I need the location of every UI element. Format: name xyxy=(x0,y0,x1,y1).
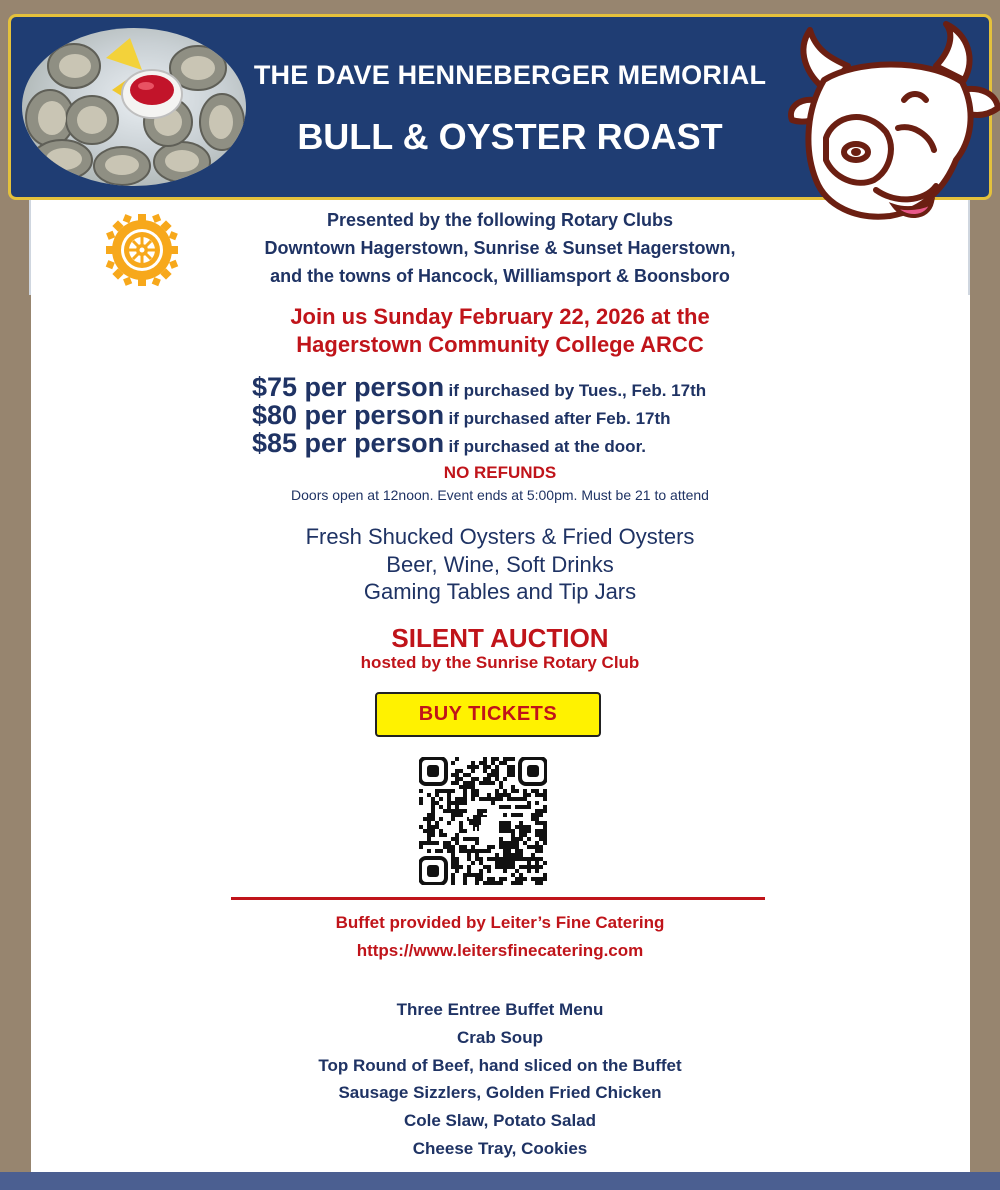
menu-item: Cole Slaw, Potato Salad xyxy=(403,1111,597,1131)
menu-item: Crab Soup xyxy=(457,1027,543,1047)
menu-item: Three Entree Buffet Menu xyxy=(396,1000,604,1019)
presented-by-block xyxy=(0,206,1000,290)
price-note: if purchased at the door. xyxy=(448,437,646,456)
event-date-location xyxy=(0,303,1000,359)
oyster-platter-image xyxy=(22,28,246,186)
bull-head-icon xyxy=(786,20,1000,225)
section-divider xyxy=(231,897,765,900)
silent-auction-title: SILENT AUCTION xyxy=(391,623,609,653)
event-location-line: Hagerstown Community College ARCC xyxy=(296,332,704,357)
price-amount: $85 per person xyxy=(252,428,445,458)
presented-line1: Presented by the following Rotary Clubs xyxy=(326,210,674,230)
price-amount: $80 per person xyxy=(252,400,445,430)
offering-item: Beer, Wine, Soft Drinks xyxy=(386,552,614,577)
no-refunds-notice: NO REFUNDS xyxy=(443,463,557,482)
price-amount: $75 per person xyxy=(252,372,445,402)
buffet-provider: Buffet provided by Leiter’s Fine Catering xyxy=(335,913,665,932)
offering-item: Fresh Shucked Oysters & Fried Oysters xyxy=(305,524,695,549)
qr-code-icon[interactable] xyxy=(419,757,547,885)
price-row xyxy=(252,400,671,431)
menu-item: Cheese Tray, Cookies xyxy=(412,1138,588,1158)
silent-auction-subtitle: hosted by the Sunrise Rotary Club xyxy=(360,653,640,672)
buy-tickets-button[interactable]: BUY TICKETS xyxy=(375,692,601,737)
bottom-bar xyxy=(0,1172,1000,1190)
presented-line3: and the towns of Hancock, Williamsport & Boonsboro xyxy=(270,266,730,286)
doors-info: Doors open at 12noon. Event ends at 5:00pm. Must be 21 to attend xyxy=(291,487,709,503)
event-date-line: Join us Sunday February 22, 2026 at the xyxy=(290,304,710,329)
price-row xyxy=(252,372,706,403)
caterer-website-link[interactable]: https://www.leitersfinecatering.com xyxy=(356,941,644,960)
price-note: if purchased after Feb. 17th xyxy=(448,409,671,428)
presented-line2: Downtown Hagerstown, Sunrise & Sunset Hagerstown, xyxy=(264,238,736,258)
price-row xyxy=(252,428,646,459)
menu-item: Sausage Sizzlers, Golden Fried Chicken xyxy=(338,1083,662,1103)
menu-item: Top Round of Beef, hand sliced on the Buffet xyxy=(318,1055,682,1075)
event-title-line1: THE DAVE HENNEBERGER MEMORIAL xyxy=(253,60,767,90)
offering-item: Gaming Tables and Tip Jars xyxy=(363,579,637,604)
buffet-menu xyxy=(0,996,1000,1163)
event-title-line2: BULL & OYSTER ROAST xyxy=(297,116,723,157)
price-note: if purchased by Tues., Feb. 17th xyxy=(448,381,707,400)
